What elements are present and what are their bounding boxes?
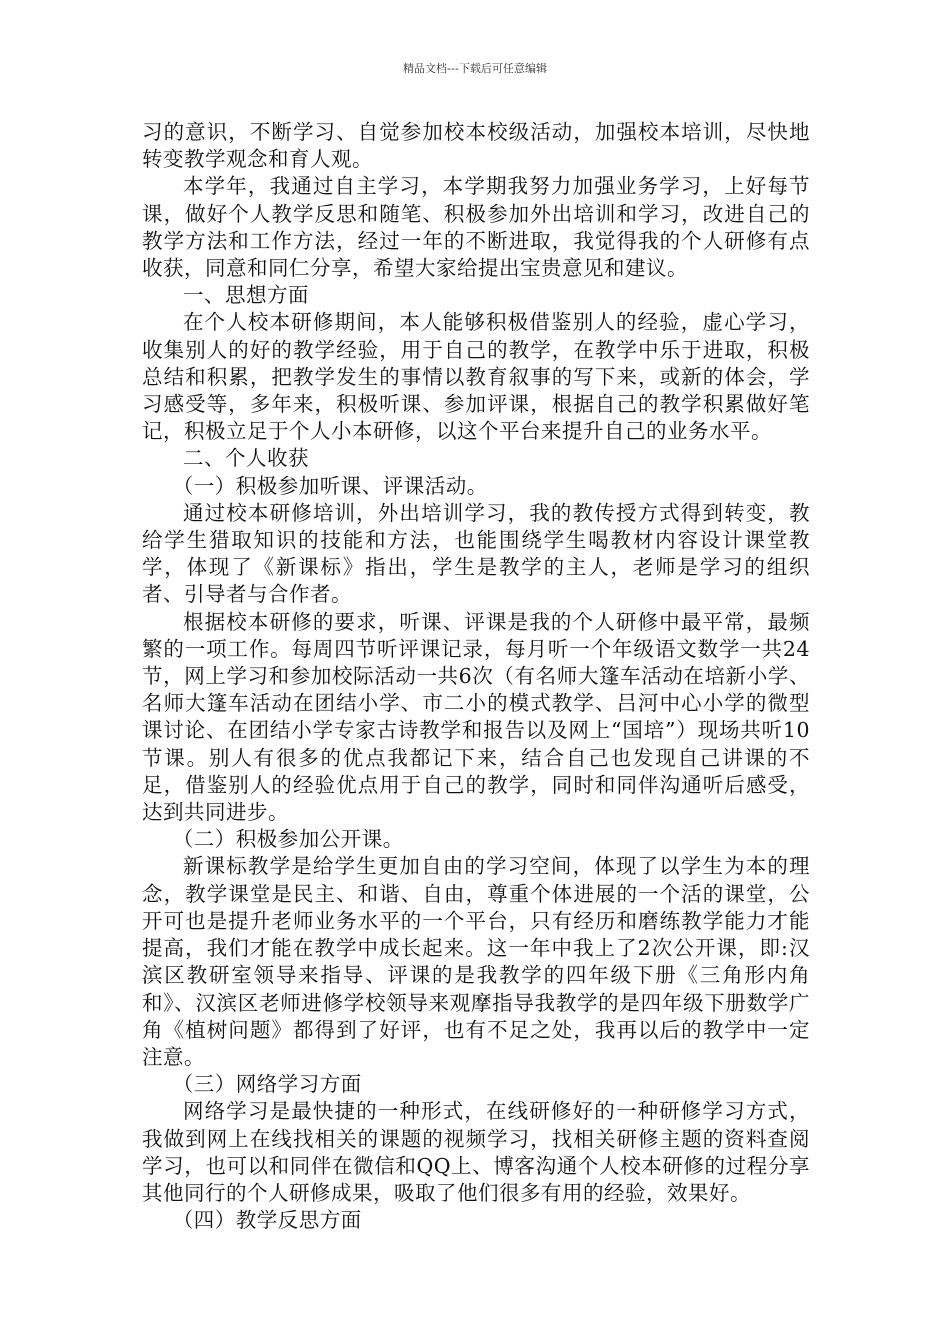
- paragraph-intro: 本学年，我通过自主学习，本学期我努力加强业务学习，上好每节课，做好个人教学反思和随笔、积极参加外出培训和学习，改进自己的教学方法和工作方法，经过一年的不断进取，我觉得我的个人研修有点收获，同意和同仁分享，希望大家给提出宝贵意见和建议。: [142, 174, 810, 281]
- paragraph-open-class: 新课标教学是给学生更加自由的学习空间，体现了以学生为本的理念，教学课堂是民主、和谐、自由，尊重个体进展的一个活的课堂，公开可也是提升老师业务水平的一个平台，只有经历和磨练教学能力才能提高，我们才能在教学中成长起来。这一年中我上了2次公开课，即:汉滨区教研室领导来指导、评课的是我教学的四年级下册《三角形内角和》、汉滨区老师进修学校领导来观摩指导我教学的是四年级下册数学广角《植树问题》都得到了好评，也有不足之处，我再以后的教学中一定注意。: [142, 854, 810, 1069]
- paragraph-online-learning: 网络学习是最快捷的一种形式，在线研修好的一种研修学习方式，我做到网上在线找相关的课题的视频学习，找相关研修主题的资料查阅学习，也可以和同伴在微信和QQ上、博客沟通个人校本研修的过程分享其他同行的个人研修成果，吸取了他们很多有用的经验，效果好。: [142, 1099, 810, 1205]
- paragraph-continuation: 习的意识，不断学习、自觉参加校本校级活动，加强校本培训，尽快地转变教学观念和育人观。: [142, 120, 810, 172]
- paragraph-observation: 根据校本研修的要求，听课、评课是我的个人研修中最平常，最频繁的一项工作。每周四节听评课记录，每月听一个年级语文数学一共24节，网上学习和参加校际活动一共6次（有名师大篷车活动在培新小学、名师大篷车活动在团结小学、市二小的模式教学、吕河中心小学的微型课讨论、在团结小学专家古诗教学和报告以及网上“国培”）现场共听10节课。别人有很多的优点我都记下来，结合自己也发现自己讲课的不足，借鉴别人的经验优点用于自己的教学，同时和同伴沟通听后感受，达到共同进步。: [142, 609, 810, 825]
- subheading-open-class: （二）积极参加公开课。: [172, 827, 404, 852]
- paragraph-training: 通过校本研修培训，外出培训学习，我的教传授方式得到转变，教给学生猎取知识的技能和方法，也能围绕学生喝教材内容设计课堂教学，体现了《新课标》指出，学生是教学的主人，老师是学习的组织者、引导者与合作者。: [142, 500, 810, 607]
- page-header: 精品文档---下载后可任意编辑: [403, 62, 547, 75]
- section-heading-thought: 一、思想方面: [183, 283, 309, 308]
- paragraph-thought: 在个人校本研修期间，本人能够积极借鉴别人的经验，虚心学习，收集别人的好的教学经验，用于自己的教学，在教学中乐于进取，积极总结和积累，把教学发生的事情以教育叙事的写下来，或新的体会，学习感受等，多年来，积极听课、参加评课，根据自己的教学积累做好笔记，积极立足于个人小本研修，以这个平台来提升自己的业务水平。: [142, 310, 810, 444]
- subheading-reflection: （四）教学反思方面: [172, 1208, 362, 1233]
- section-heading-gains: 二、个人收获: [183, 446, 309, 471]
- document-body: [142, 119, 810, 1234]
- subheading-lesson-observation: （一）积极参加听课、评课活动。: [172, 473, 488, 498]
- subheading-online-learning: （三）网络学习方面: [172, 1072, 362, 1097]
